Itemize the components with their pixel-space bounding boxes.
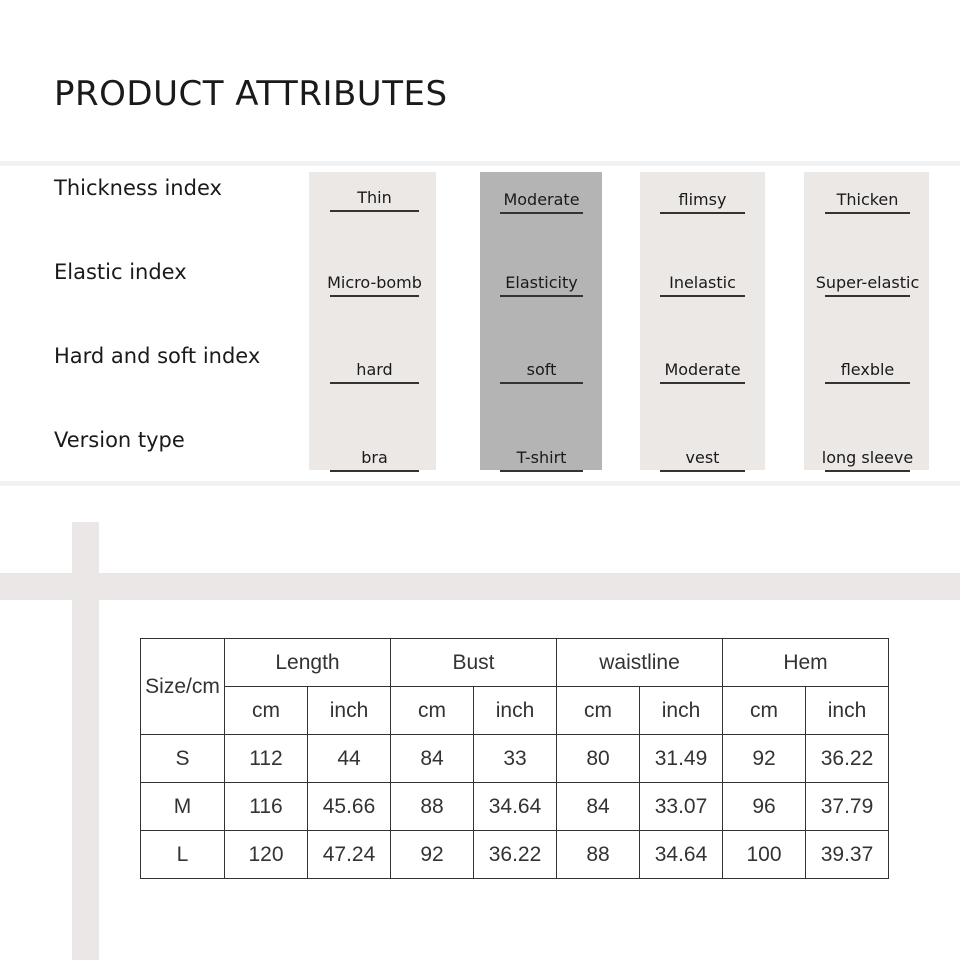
table-cell: 80 <box>557 735 640 783</box>
size-chart-table <box>140 638 889 879</box>
version-type-label: Version type <box>54 428 185 452</box>
table-cell: 45.66 <box>308 783 391 831</box>
option-elasticity: Elasticity <box>500 273 583 297</box>
section-divider-top <box>0 161 960 166</box>
waistline-group-header: waistline <box>557 639 723 687</box>
unit-header: inch <box>806 687 889 735</box>
table-cell: 84 <box>391 735 474 783</box>
decorative-frame-horizontal <box>0 573 960 600</box>
table-row <box>141 735 889 783</box>
section-divider-bottom <box>0 481 960 486</box>
option-soft: soft <box>500 360 583 384</box>
option-thin: Thin <box>330 188 419 212</box>
table-cell: 88 <box>391 783 474 831</box>
table-header-row <box>141 639 889 687</box>
table-cell: 36.22 <box>806 735 889 783</box>
option-long-sleeve: long sleeve <box>825 448 910 472</box>
unit-header: inch <box>474 687 557 735</box>
attribute-column-4 <box>804 172 929 470</box>
option-super-elastic: Super-elastic <box>825 273 910 297</box>
option-thicken: Thicken <box>825 190 910 214</box>
table-row <box>141 783 889 831</box>
table-cell: 92 <box>723 735 806 783</box>
table-cell: 92 <box>391 831 474 879</box>
option-flimsy: flimsy <box>660 190 745 214</box>
table-cell: 100 <box>723 831 806 879</box>
elastic-index-label: Elastic index <box>54 260 187 284</box>
unit-header: cm <box>391 687 474 735</box>
hard-soft-index-label: Hard and soft index <box>54 344 261 368</box>
page-title: PRODUCT ATTRIBUTES <box>54 74 448 114</box>
thickness-index-label: Thickness index <box>54 176 222 200</box>
hem-group-header: Hem <box>723 639 889 687</box>
option-vest: vest <box>660 448 745 472</box>
unit-header: cm <box>225 687 308 735</box>
table-cell: 31.49 <box>640 735 723 783</box>
table-cell: 120 <box>225 831 308 879</box>
unit-header: inch <box>308 687 391 735</box>
option-t-shirt: T-shirt <box>500 448 583 472</box>
option-bra: bra <box>330 448 419 472</box>
table-cell: 34.64 <box>640 831 723 879</box>
table-cell: 37.79 <box>806 783 889 831</box>
table-cell: 116 <box>225 783 308 831</box>
table-cell: 34.64 <box>474 783 557 831</box>
option-micro-bomb: Micro-bomb <box>330 273 419 297</box>
table-row <box>141 831 889 879</box>
bust-group-header: Bust <box>391 639 557 687</box>
table-cell: 44 <box>308 735 391 783</box>
table-cell: M <box>141 783 225 831</box>
table-cell: 33 <box>474 735 557 783</box>
table-cell: 36.22 <box>474 831 557 879</box>
attribute-column-3 <box>640 172 765 470</box>
length-group-header: Length <box>225 639 391 687</box>
table-cell: 33.07 <box>640 783 723 831</box>
option-hard: hard <box>330 360 419 384</box>
unit-header: cm <box>723 687 806 735</box>
unit-header: inch <box>640 687 723 735</box>
unit-header: cm <box>557 687 640 735</box>
table-cell: 96 <box>723 783 806 831</box>
table-cell: S <box>141 735 225 783</box>
table-units-row <box>141 687 889 735</box>
table-cell: 88 <box>557 831 640 879</box>
table-cell: 47.24 <box>308 831 391 879</box>
table-cell: 39.37 <box>806 831 889 879</box>
option-moderate-hardness: Moderate <box>660 360 745 384</box>
option-inelastic: Inelastic <box>660 273 745 297</box>
attribute-column-1 <box>309 172 436 470</box>
size-column-header: Size/cm <box>141 639 225 735</box>
decorative-frame-vertical <box>72 522 99 960</box>
table-cell: 112 <box>225 735 308 783</box>
attribute-column-2-selected <box>480 172 602 470</box>
option-flexble: flexble <box>825 360 910 384</box>
option-moderate-thickness: Moderate <box>500 190 583 214</box>
table-cell: L <box>141 831 225 879</box>
table-cell: 84 <box>557 783 640 831</box>
